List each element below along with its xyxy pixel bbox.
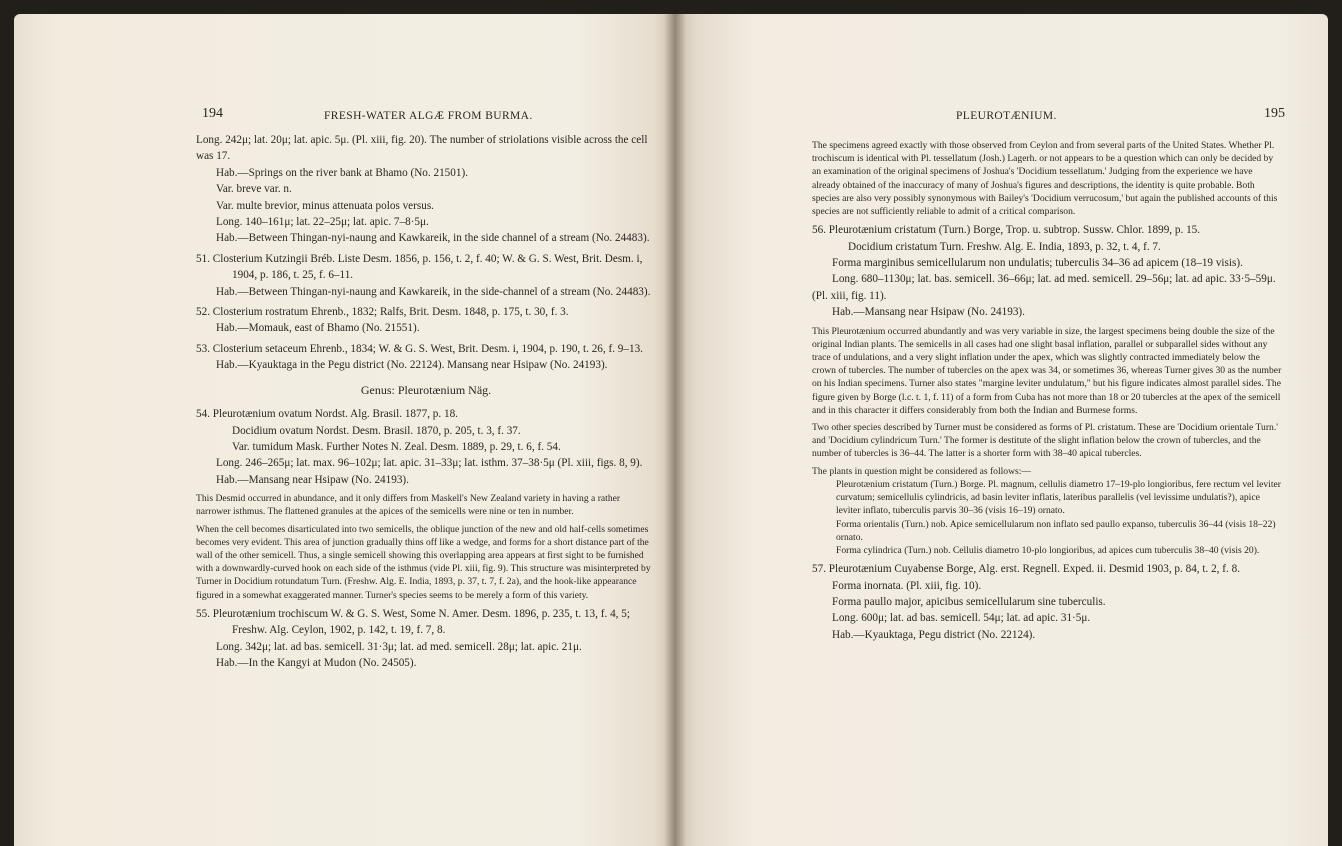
paragraph-r13: 57. Pleurotænium Cuyabense Borge, Alg. erst. Regnell. Exped. ii. Desmid 1903, p. 84, t. 2, f. 8. <box>812 563 1240 576</box>
paragraph-l12: Hab.—Kyauktaga in the Pegu district (No. 22124). Mansang near Hsipaw (No. 24193). <box>216 359 608 372</box>
paragraph-r17: Hab.—Kyauktaga, Pegu district (No. 22124). <box>832 628 1036 641</box>
paragraph-r4: Forma marginibus semicellularum non undulatis; tuberculis 34–36 ad apicem (18–19 visis). <box>832 257 1243 270</box>
paragraph-r7: This Pleurotænium occurred abundantly and was very variable in size, the largest specimens being double the size of the original Indian plants. The semicells in all cases had one slight basal inflation, parallel or subparallel sides without any trace of undulations, and a very slight inflation under the apex, which was slightly contracted immediately below the crown of tubercles. The number of tubercles on the apex was 34, or sometimes 36, whereas Turner gives 30 as the number on his Indian specimens. Turner also states "margine leviter undulatum," but his figure indicates almost parallel sides. The figure given by Borge (l.c. t. 1, f. 11) of a form from Cuba has not more than 18 or 20 tubercles at the apex of the semicell and in this character it differs considerably from both the Indian and Burmese forms. <box>812 325 1282 416</box>
paragraph-r14: Forma inornata. (Pl. xiii, fig. 10). <box>832 579 982 592</box>
paragraph-l18: Hab.—Mansang near Hsipaw (No. 24193). <box>216 473 409 486</box>
paragraph-l23: Hab.—In the Kangyi at Mudon (No. 24505). <box>216 656 417 669</box>
paragraph-l13: Genus: Pleurotænium Näg. <box>360 382 492 397</box>
left-page-text <box>196 132 656 671</box>
paragraph-r9: The plants in question might be considered as follows:— <box>812 465 1032 477</box>
paragraph-l21: 55. Pleurotænium trochiscum W. & G. S. West, Some N. Amer. Desm. 1896, p. 235, t. 13, f. 4, 5; Freshw. Alg. Ceylon, 1902, p. 142, t. 19, f. 7, 8. <box>196 607 630 637</box>
paragraph-l10: Hab.—Momauk, east of Bhamo (No. 21551). <box>216 322 420 335</box>
paragraph-l1: Long. 242μ; lat. 20μ; lat. apic. 5μ. (Pl. xiii, fig. 20). The number of striolations visible across the cell was 17. <box>196 134 648 163</box>
right-page-text <box>812 135 1282 643</box>
paragraph-r5: Long. 680–1130μ; lat. bas. semicell. 36–66μ; lat. ad med. semicell. 29–56μ; lat. ad apic. 33·5–59μ. (Pl. xiii, fig. 11). <box>812 273 1276 302</box>
paragraph-r15: Forma paullo major, apicibus semicellularum sine tuberculis. <box>832 595 1106 608</box>
paragraph-r12: Forma cylindrica (Turn.) nob. Cellulis diametro 10-plo longioribus, ad apices cum tuberculis 38–40 (visis 20). <box>836 544 1260 556</box>
paragraph-l5: Long. 140–161μ; lat. 22–25μ; lat. apic. 7–8·5μ. <box>216 216 429 229</box>
paragraph-l14: 54. Pleurotænium ovatum Nordst. Alg. Brasil. 1877, p. 18. <box>196 408 458 421</box>
paragraph-l4: Var. multe brevior, minus attenuata polos versus. <box>216 199 434 212</box>
paragraph-l3: Var. brevе var. n. <box>216 183 292 196</box>
paragraph-l19: This Desmid occurred in abundance, and it only differs from Maskell's New Zealand variety in having a rather narrower isthmus. The flattened granules at the apices of the semicells were nine or ten in number. <box>196 493 621 518</box>
paragraph-r3: Docidium cristatum Turn. Freshw. Alg. E. India, 1893, p. 32, t. 4, f. 7. <box>848 240 1161 253</box>
paragraph-l9: 52. Closterium rostratum Ehrenb., 1832; Ralfs, Brit. Desm. 1848, p. 175, t. 30, f. 3. <box>196 306 569 319</box>
paragraph-l11: 53. Closterium setaceum Ehrenb., 1834; W. & G. S. West, Brit. Desm. i, 1904, p. 190, t. 26, f. 9–13. <box>196 342 643 355</box>
page-number: 195 <box>1264 106 1285 121</box>
right-page <box>674 14 1328 846</box>
paragraph-l16: Var. tumidum Mask. Further Notes N. Zeal. Desm. 1889, p. 29, t. 6, f. 54. <box>232 440 561 453</box>
paragraph-l8: Hab.—Between Thingan-nyi-naung and Kawkareik, in the side-channel of a stream (No. 24483). <box>216 285 651 298</box>
paragraph-l20: When the cell becomes disarticulated into two semicells, the oblique junction of the new and old half-cells sometimes becomes very evident. This area of junction gradually thins off like a wedge, and forms for a short distance part of the wall of the other semicell. Thus, a single semicell showing this overlapping area appears at first sight to be furnished with a downwardly-curved hook on each side of the isthmus (vide Pl. xiii, fig. 9). This structure was misinterpreted by Turner in Docidium rotundatum Turn. (Freshw. Alg. E. India, 1893, p. 37, t. 7, f. 2a), and the hook-like appearance figured in a somewhat exaggerated manner. Turner's species seems to be merely a form of this variety. <box>196 523 651 601</box>
running-head: FRESH-WATER ALGÆ FROM BURMA. <box>324 110 533 122</box>
paragraph-r6: Hab.—Mansang near Hsipaw (No. 24193). <box>832 306 1025 319</box>
paragraph-l7: 51. Closterium Kutzingii Bréb. Liste Desm. 1856, p. 156, t. 2, f. 40; W. & G. S. West, Brit. Desm. i, 1904, p. 186, t. 25, f. 6–11. <box>196 252 643 282</box>
paragraph-l15: Docidium ovatum Nordst. Desm. Brasil. 1870, p. 205, t. 3, f. 37. <box>232 424 521 437</box>
paragraph-l17: Long. 246–265μ; lat. max. 96–102μ; lat. apic. 31–33μ; lat. isthm. 37–38·5μ (Pl. xiii, figs. 8, 9). <box>216 457 643 470</box>
paragraph-l6: Hab.—Between Thingan-nyi-naung and Kawkareik, in the side channel of a stream (No. 24483). <box>216 232 650 245</box>
paragraph-r11: Forma orientalis (Turn.) nob. Apice semicellularum non inflato sed paullo expanso, tuberculis 36–44 (visis 18–22) ornato. <box>836 518 1276 543</box>
paragraph-r8: Two other species described by Turner must be considered as forms of Pl. cristatum. These are 'Docidium orientale Turn.' and 'Docidium cylindricum Turn.' The former is destitute of the slight inflation below the crown of tubercles, and the number of tubercles is 36–44. The latter is a shorter form with 38–40 apical tubercles. <box>812 422 1278 460</box>
paragraph-l22: Long. 342μ; lat. ad bas. semicell. 31·3μ; lat. ad med. semicell. 28μ; lat. apic. 21μ. <box>216 640 582 653</box>
paragraph-r1: The specimens agreed exactly with those observed from Ceylon and from several parts of the United States. Whether Pl. trochiscum is identical with Pl. tessellatum (Josh.) Lagerh. or not appears to be a question which can only be decided by an examination of the original specimens of Joshua's 'Docidium tessellatum.' Judging from the experience we have already obtained of the inaccuracy of many of Joshua's figures and descriptions, the identity is quite probable. Both species are also very possibly synonymous with Bailey's 'Docidium verrucosum,' but again the published accounts of this species are not sufficiently reliable to admit of a critical comparison. <box>812 140 1278 218</box>
paragraph-r2: 56. Pleurotænium cristatum (Turn.) Borge, Trop. u. subtrop. Sussw. Chlor. 1899, p. 15. <box>812 224 1201 237</box>
left-page <box>14 14 674 846</box>
paragraph-r10: Pleurotænium cristatum (Turn.) Borge. Pl. magnum, cellulis diametro 17–19-plo longioribus, fere rectum vel leviter curvatum; semicellulis cylindricis, ad basin leviter inflatis, lateribus parallelis (vel levissime undulatis?), apice leviter inflato, tuberculis parvis 30–36 (visis 16–19) ornato. <box>836 478 1281 517</box>
running-head: PLEUROTÆNIUM. <box>956 110 1057 122</box>
page-number: 194 <box>202 106 223 121</box>
paragraph-r16: Long. 600μ; lat. ad bas. semicell. 54μ; lat. ad apic. 31·5μ. <box>832 612 1091 625</box>
paragraph-l2: Hab.—Springs on the river bank at Bhamo (No. 21501). <box>216 166 468 179</box>
